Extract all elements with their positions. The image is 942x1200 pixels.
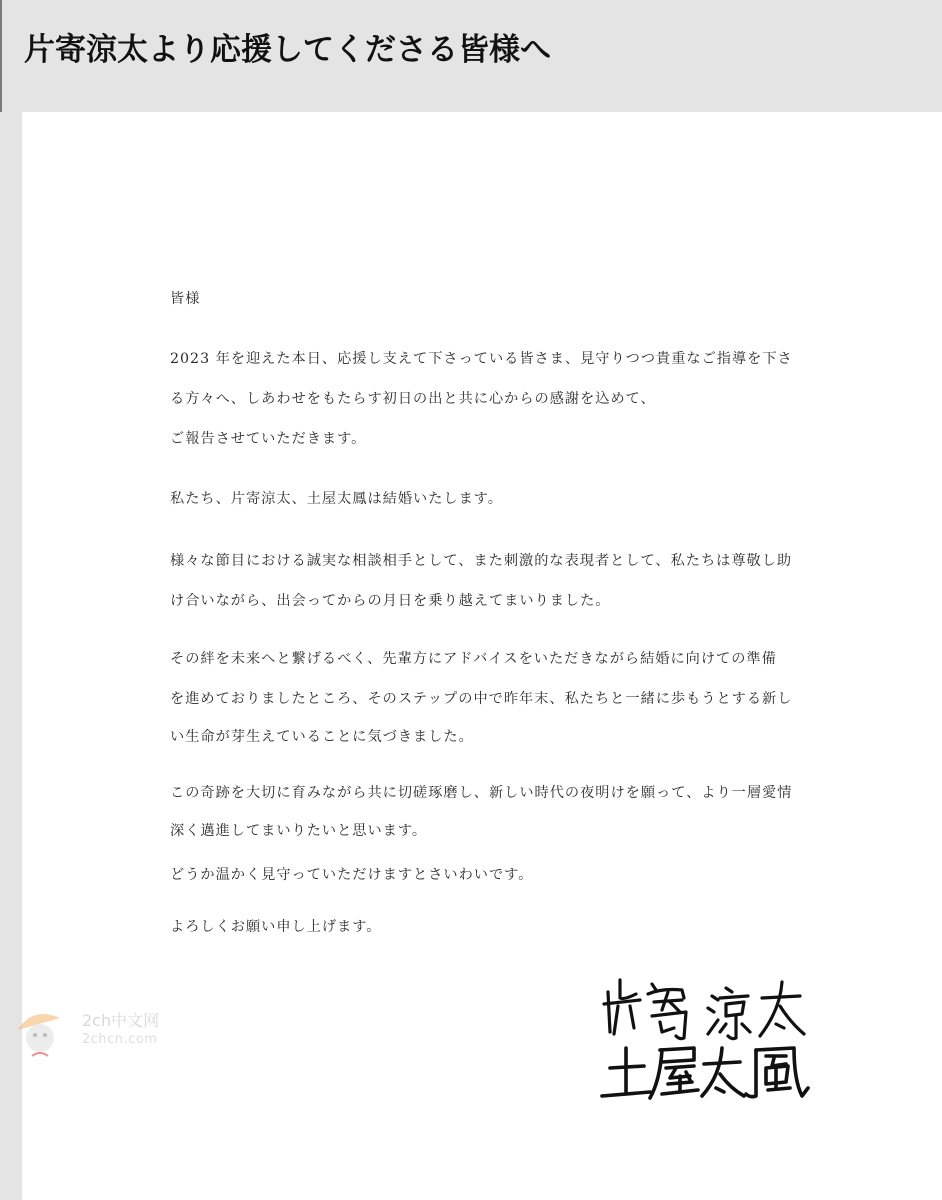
letter-line: どうか温かく見守っていただけますとさいわいです。 [170,867,534,883]
watermark-site-name: 2ch中文网 [82,1011,160,1030]
letter-line: 様々な節目における誠実な相談相手として、また刺激的な表現者として、私たちは尊敬し助 [170,553,793,569]
letter-line: 深く邁進してまいりたいと思います。 [170,823,428,839]
letter-line: 2023 年を迎えた本日、応援し支えて下さっている皆さま、見守りつつ貴重なご指導を下さ [170,351,793,367]
page-title: 片寄涼太より応援してくださる皆様へ [24,32,551,68]
letter-line: 私たち、片寄涼太、土屋太鳳は結婚いたします。 [170,491,503,507]
letter-line: ご報告させていただきます。 [170,431,367,447]
watermark [10,1000,200,1060]
watermark-logo-icon [10,1000,70,1060]
handwritten-signature [590,970,810,1110]
page-header [0,0,942,112]
letter-line: け合いながら、出会ってからの月日を乗り越えてまいりました。 [170,593,611,609]
letter-salutation: 皆様 [170,291,201,307]
letter-line: る方々へ、しあわせをもたらす初日の出と共に心からの感謝を込めて、 [170,391,656,407]
letter-line: よろしくお願い申し上げます。 [170,919,382,935]
letter-line: い生命が芽生えていることに気づきました。 [170,729,474,745]
watermark-site-url: 2chcn.com [82,1032,158,1047]
letter-line: この奇跡を大切に育みながら共に切磋琢磨し、新しい時代の夜明けを願って、より一層愛情 [170,785,793,801]
letter-line: を進めておりましたところ、そのステップの中で昨年末、私たちと一緒に歩もうとする新し [170,691,793,707]
letter-line: その絆を未来へと繋げるべく、先輩方にアドバイスをいただきながら結婚に向けての準備 [170,651,777,667]
